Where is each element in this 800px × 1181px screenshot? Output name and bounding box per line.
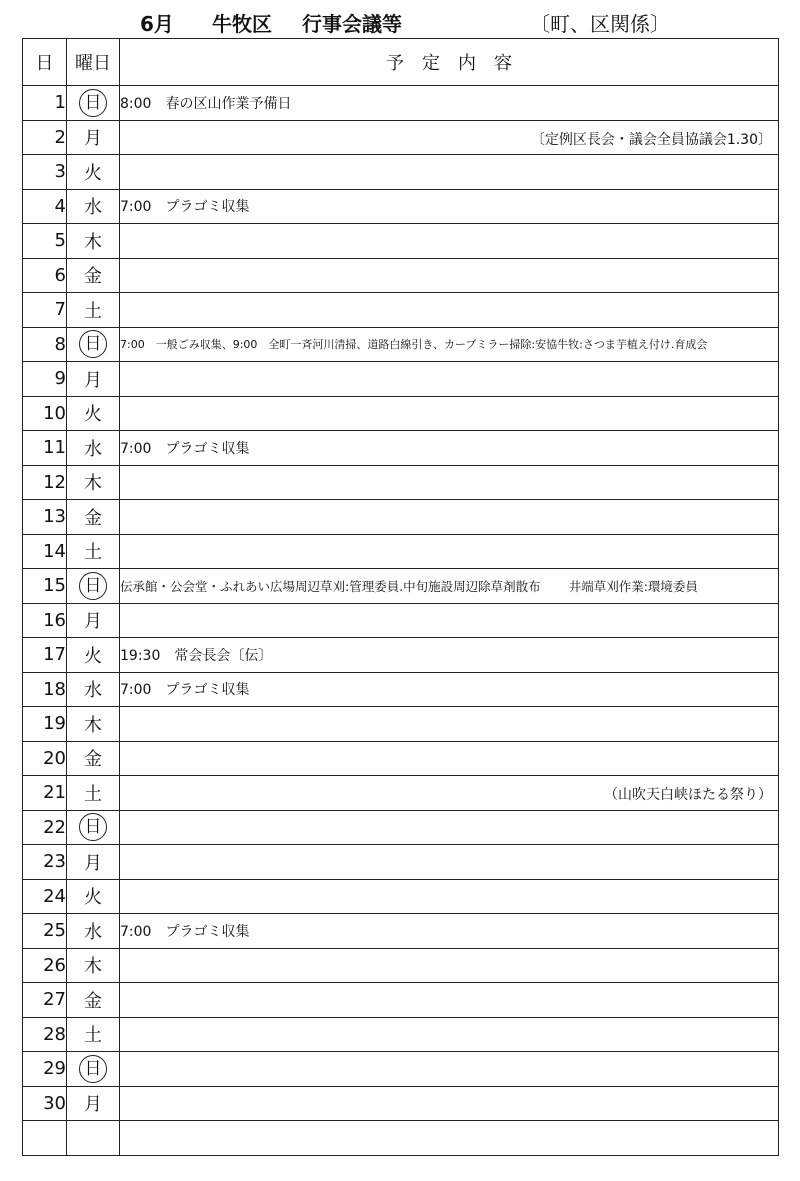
day-number: 14 (23, 534, 67, 569)
table-row (23, 741, 779, 776)
day-number: 3 (23, 155, 67, 190)
sunday-circled-label: 日 (79, 89, 107, 117)
day-number: 18 (23, 672, 67, 707)
day-number: 25 (23, 914, 67, 949)
event-cell (120, 500, 779, 535)
day-number: 13 (23, 500, 67, 535)
table-row (23, 120, 779, 155)
event-cell (120, 672, 779, 707)
event-text: 7:00 プラゴミ収集 (120, 682, 250, 699)
column-header-day: 日 (23, 39, 67, 86)
weekday-label: 月 (84, 1094, 102, 1116)
event-text: 19:30 常会長会〔伝〕 (120, 647, 273, 664)
weekday-label: 火 (84, 887, 102, 909)
schedule-table (22, 38, 779, 1156)
table-header-row (23, 39, 779, 86)
weekday-cell (67, 810, 120, 845)
table-row (23, 155, 779, 190)
weekday-label: 金 (84, 266, 102, 288)
weekday-label: 金 (84, 749, 102, 771)
weekday-cell (67, 500, 120, 535)
header-title: 行事会議等 (302, 12, 402, 36)
event-cell (120, 155, 779, 190)
weekday-cell (67, 86, 120, 121)
event-cell (120, 914, 779, 949)
event-extra-text: 井端草刈作業:環境委員 (568, 578, 698, 594)
weekday-label: 水 (84, 438, 102, 460)
event-cell (120, 431, 779, 466)
event-cell (120, 258, 779, 293)
day-number: 26 (23, 948, 67, 983)
weekday-label: 月 (84, 369, 102, 391)
weekday-label: 木 (84, 473, 102, 495)
day-number: 9 (23, 362, 67, 397)
event-cell (120, 189, 779, 224)
event-cell (120, 603, 779, 638)
weekday-cell (67, 224, 120, 259)
event-cell (120, 707, 779, 742)
weekday-cell (67, 534, 120, 569)
event-cell (120, 845, 779, 880)
day-number: 28 (23, 1017, 67, 1052)
day-number: 20 (23, 741, 67, 776)
day-number: 7 (23, 293, 67, 328)
day-number: 19 (23, 707, 67, 742)
weekday-cell (67, 914, 120, 949)
event-cell (120, 224, 779, 259)
table-row (23, 603, 779, 638)
sunday-circled-label: 日 (79, 1055, 107, 1083)
event-text: 伝承館・公会堂・ふれあい広場周辺草刈:管理委員.中旬施設周辺除草剤散布 (120, 578, 541, 594)
table-row (23, 86, 779, 121)
weekday-cell (67, 293, 120, 328)
day-number: 8 (23, 327, 67, 362)
day-number: 11 (23, 431, 67, 466)
sunday-circled-label: 日 (79, 330, 107, 358)
weekday-label: 木 (84, 956, 102, 978)
weekday-cell (67, 431, 120, 466)
table-row (23, 983, 779, 1018)
event-text: 7:00 一般ごみ収集、9:00 全町一斉河川清掃、道路白線引き、カーブミラー掃除:安協牛牧:さつま芋植え付け.育成会 (120, 338, 708, 352)
weekday-cell (67, 120, 120, 155)
event-cell (120, 638, 779, 673)
day-number: 21 (23, 776, 67, 811)
event-cell (120, 293, 779, 328)
table-row (23, 293, 779, 328)
table-row (23, 396, 779, 431)
event-text: 7:00 プラゴミ収集 (120, 923, 250, 940)
day-number: 12 (23, 465, 67, 500)
weekday-cell (67, 741, 120, 776)
weekday-label: 水 (84, 921, 102, 943)
day-number: 24 (23, 879, 67, 914)
column-header-content: 予 定 内 容 (120, 39, 779, 86)
table-row (23, 258, 779, 293)
header-month: 6月 (140, 12, 174, 36)
event-text: 7:00 プラゴミ収集 (120, 199, 250, 216)
event-note-right: （山吹天白峡ほたる祭り） (604, 787, 772, 803)
weekday-cell (67, 155, 120, 190)
weekday-cell (67, 465, 120, 500)
empty-cell (23, 1121, 67, 1156)
event-cell (120, 465, 779, 500)
event-cell (120, 569, 779, 604)
day-number: 16 (23, 603, 67, 638)
event-cell (120, 1086, 779, 1121)
weekday-label: 土 (84, 1025, 102, 1047)
header-scope: 〔町、区関係〕 (530, 12, 670, 36)
table-row (23, 1052, 779, 1087)
weekday-label: 月 (84, 128, 102, 150)
day-number: 5 (23, 224, 67, 259)
day-number: 17 (23, 638, 67, 673)
table-row (23, 431, 779, 466)
table-row-empty (23, 1121, 779, 1156)
weekday-cell (67, 948, 120, 983)
day-number: 15 (23, 569, 67, 604)
event-cell (120, 396, 779, 431)
table-row (23, 189, 779, 224)
weekday-cell (67, 776, 120, 811)
table-row (23, 672, 779, 707)
weekday-label: 火 (84, 162, 102, 184)
weekday-cell (67, 983, 120, 1018)
table-row (23, 1086, 779, 1121)
weekday-cell (67, 327, 120, 362)
day-number: 4 (23, 189, 67, 224)
table-row (23, 465, 779, 500)
event-text: 7:00 プラゴミ収集 (120, 440, 250, 457)
table-row (23, 362, 779, 397)
table-row (23, 569, 779, 604)
table-row (23, 327, 779, 362)
header-region: 牛牧区 (212, 12, 272, 36)
day-number: 2 (23, 120, 67, 155)
weekday-cell (67, 672, 120, 707)
weekday-label: 木 (84, 714, 102, 736)
page-header (0, 0, 800, 38)
sunday-circled-label: 日 (79, 572, 107, 600)
table-row (23, 776, 779, 811)
table-row (23, 845, 779, 880)
event-cell (120, 741, 779, 776)
table-row (23, 810, 779, 845)
empty-cell (120, 1121, 779, 1156)
day-number: 10 (23, 396, 67, 431)
day-number: 27 (23, 983, 67, 1018)
weekday-cell (67, 707, 120, 742)
weekday-cell (67, 1086, 120, 1121)
day-number: 6 (23, 258, 67, 293)
event-cell (120, 327, 779, 362)
weekday-label: 木 (84, 231, 102, 253)
table-row (23, 707, 779, 742)
table-row (23, 948, 779, 983)
event-note-right: 〔定例区長会・議会全員協議会1.30〕 (530, 131, 772, 148)
weekday-cell (67, 1052, 120, 1087)
day-number: 23 (23, 845, 67, 880)
day-number: 22 (23, 810, 67, 845)
event-cell (120, 1052, 779, 1087)
weekday-cell (67, 396, 120, 431)
weekday-label: 土 (84, 542, 102, 564)
weekday-cell (67, 1017, 120, 1052)
weekday-cell (67, 845, 120, 880)
event-cell (120, 776, 779, 811)
weekday-cell (67, 362, 120, 397)
weekday-cell (67, 189, 120, 224)
weekday-label: 水 (84, 197, 102, 219)
weekday-cell (67, 569, 120, 604)
weekday-label: 土 (84, 783, 102, 805)
table-row (23, 534, 779, 569)
weekday-cell (67, 879, 120, 914)
table-row (23, 1017, 779, 1052)
day-number: 29 (23, 1052, 67, 1087)
weekday-cell (67, 603, 120, 638)
weekday-label: 火 (84, 645, 102, 667)
day-number: 30 (23, 1086, 67, 1121)
weekday-label: 火 (84, 404, 102, 426)
weekday-label: 月 (84, 852, 102, 874)
event-cell (120, 534, 779, 569)
day-number: 1 (23, 86, 67, 121)
event-cell (120, 983, 779, 1018)
event-cell (120, 362, 779, 397)
table-row (23, 638, 779, 673)
sunday-circled-label: 日 (79, 813, 107, 841)
weekday-label: 金 (84, 507, 102, 529)
event-cell (120, 1017, 779, 1052)
empty-cell (67, 1121, 120, 1156)
weekday-cell (67, 638, 120, 673)
column-header-weekday: 曜日 (67, 39, 120, 86)
table-row (23, 224, 779, 259)
event-cell (120, 86, 779, 121)
event-text: 8:00 春の区山作業予備日 (120, 95, 292, 112)
weekday-label: 土 (84, 300, 102, 322)
weekday-label: 水 (84, 680, 102, 702)
weekday-label: 金 (84, 990, 102, 1012)
event-cell (120, 810, 779, 845)
event-cell (120, 948, 779, 983)
table-row (23, 914, 779, 949)
event-cell (120, 879, 779, 914)
weekday-label: 月 (84, 611, 102, 633)
weekday-cell (67, 258, 120, 293)
table-row (23, 879, 779, 914)
table-row (23, 500, 779, 535)
event-cell (120, 120, 779, 155)
